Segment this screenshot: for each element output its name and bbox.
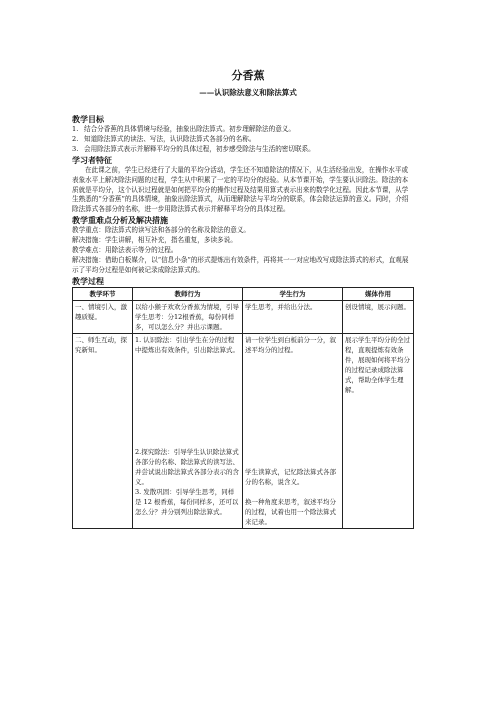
goal-number: 3. — [72, 144, 79, 153]
teacher-cell: 以给小猴子欢欢分香蕉为情境，引导学生思考：分12根香蕉，每份同样多，可以怎么分？并出示课题。 — [133, 300, 243, 333]
document-subtitle: ——认识除法意义和除法算式 — [199, 88, 297, 97]
table-row — [73, 333, 414, 528]
column-header: 学生行为 — [243, 287, 343, 300]
stage-cell: 二、师生互动，探究新知。 — [73, 333, 133, 528]
student-cell — [243, 333, 343, 528]
spacer — [245, 355, 340, 467]
keypoint-line: 解决措施：学生讲解，相互补充，指名重复，多读多说。 — [72, 236, 237, 245]
learner-heading: 学习者特征 — [72, 155, 112, 165]
goal-text: 知道除法算式的读法、写法，认识除法算式各部分的名称。 — [84, 134, 256, 143]
teacher-step: 3. 发散巩固：引导学生思考，同样是 12 根香蕉，每份同样多，还可以怎么分？并分别列出除法算式。 — [135, 487, 239, 516]
stage-cell: 一、情境引入，激趣质疑。 — [73, 300, 133, 333]
column-header: 教师行为 — [133, 287, 243, 300]
keypoint-line: 教学难点：用除法表示等分的过程。 — [72, 246, 178, 255]
learner-paragraph: 在此课之前，学生已经进行了大量的平均分活动，学生还不知道除法的情况下，从生活经验出发，在操作水平或表象水平上解决除法问题的过程，学生从中积累了一定的平均分的经验。从本节课开始，学生要认识除法。除法的本质就是平均分，这个认识过程就是如何把平均分的操作过程及结果用算式表示出来的数学化过程。因此本节课，从学生熟悉的“分香蕉”的具体情境，抽象出除法算式，从而理解除法与平均分的联系，体会除法运算的意义。同时，介绍除法算式各部分的名称，进一步用除法算式表示并解释平均分的具体过程。 — [72, 165, 409, 214]
column-header: 媒体作用 — [343, 287, 414, 300]
goal-item — [72, 125, 412, 135]
teacher-step: 2.探究除法：引导学生认识除法算式各部分的名称、除法算式的读写法、并尝试说出除法算式各部分表示的含义。 — [135, 447, 239, 486]
goal-text: 会用除法算式表示并解释平均分的具体过程，初步感受除法与生活的密切联系。 — [84, 144, 315, 153]
goals-heading: 教学目标 — [72, 115, 104, 124]
column-header: 教学环节 — [73, 287, 133, 300]
goal-item — [72, 145, 412, 155]
goal-item — [72, 135, 412, 145]
teacher-step: 1. 认识除法：引出学生在分的过程中提炼出有效条件，引出除法算式。 — [135, 335, 239, 354]
spacer — [135, 355, 240, 447]
document-body — [72, 114, 412, 529]
student-step: 学生读算式，记忆除法算式各部分的名称，说含义。 — [245, 467, 336, 486]
student-step: 请一位学生到白板前分一分，叙述平均分的过程。 — [245, 335, 336, 354]
goal-text: 结合分香蕉的具体情境与经验，抽象出除法算式。初步理解除法的意义。 — [84, 125, 295, 133]
table-row — [73, 300, 414, 333]
keypoint-line: 解决措施：借助白板媒介，以“信息小条”的形式提炼出有效条件，再将其一一对应地改写成除法算式的形式，直观展示了平均分过程是如何被记录成除法算式的。 — [72, 255, 409, 274]
student-step: 换一种角度来思考，叙述平均分的过程，试着也用一个除法算式来记录。 — [245, 497, 336, 526]
goal-number: 2. — [72, 134, 79, 143]
process-table — [72, 287, 414, 529]
process-heading: 教学过程 — [72, 276, 104, 286]
media-cell: 展示学生平均分的全过程，直观提炼有效条件，展现如何将平均分的过程记录成除法算式，帮助全体学生理解。 — [343, 333, 414, 528]
keypoint-line: 教学重点：除法算式的读写法和各部分的名称及除法的意义。 — [72, 226, 251, 235]
student-cell: 学生思考，并给出分法。 — [243, 300, 343, 333]
document-title: 分香蕉 — [231, 69, 265, 82]
teacher-cell — [133, 333, 243, 528]
keypoints-heading: 教学重难点分析及解决措施 — [72, 216, 168, 226]
table-header-row — [73, 287, 414, 300]
goal-number: 1. — [72, 125, 79, 133]
media-cell: 创设情境，展示问题。 — [343, 300, 414, 333]
spacer — [245, 487, 340, 497]
